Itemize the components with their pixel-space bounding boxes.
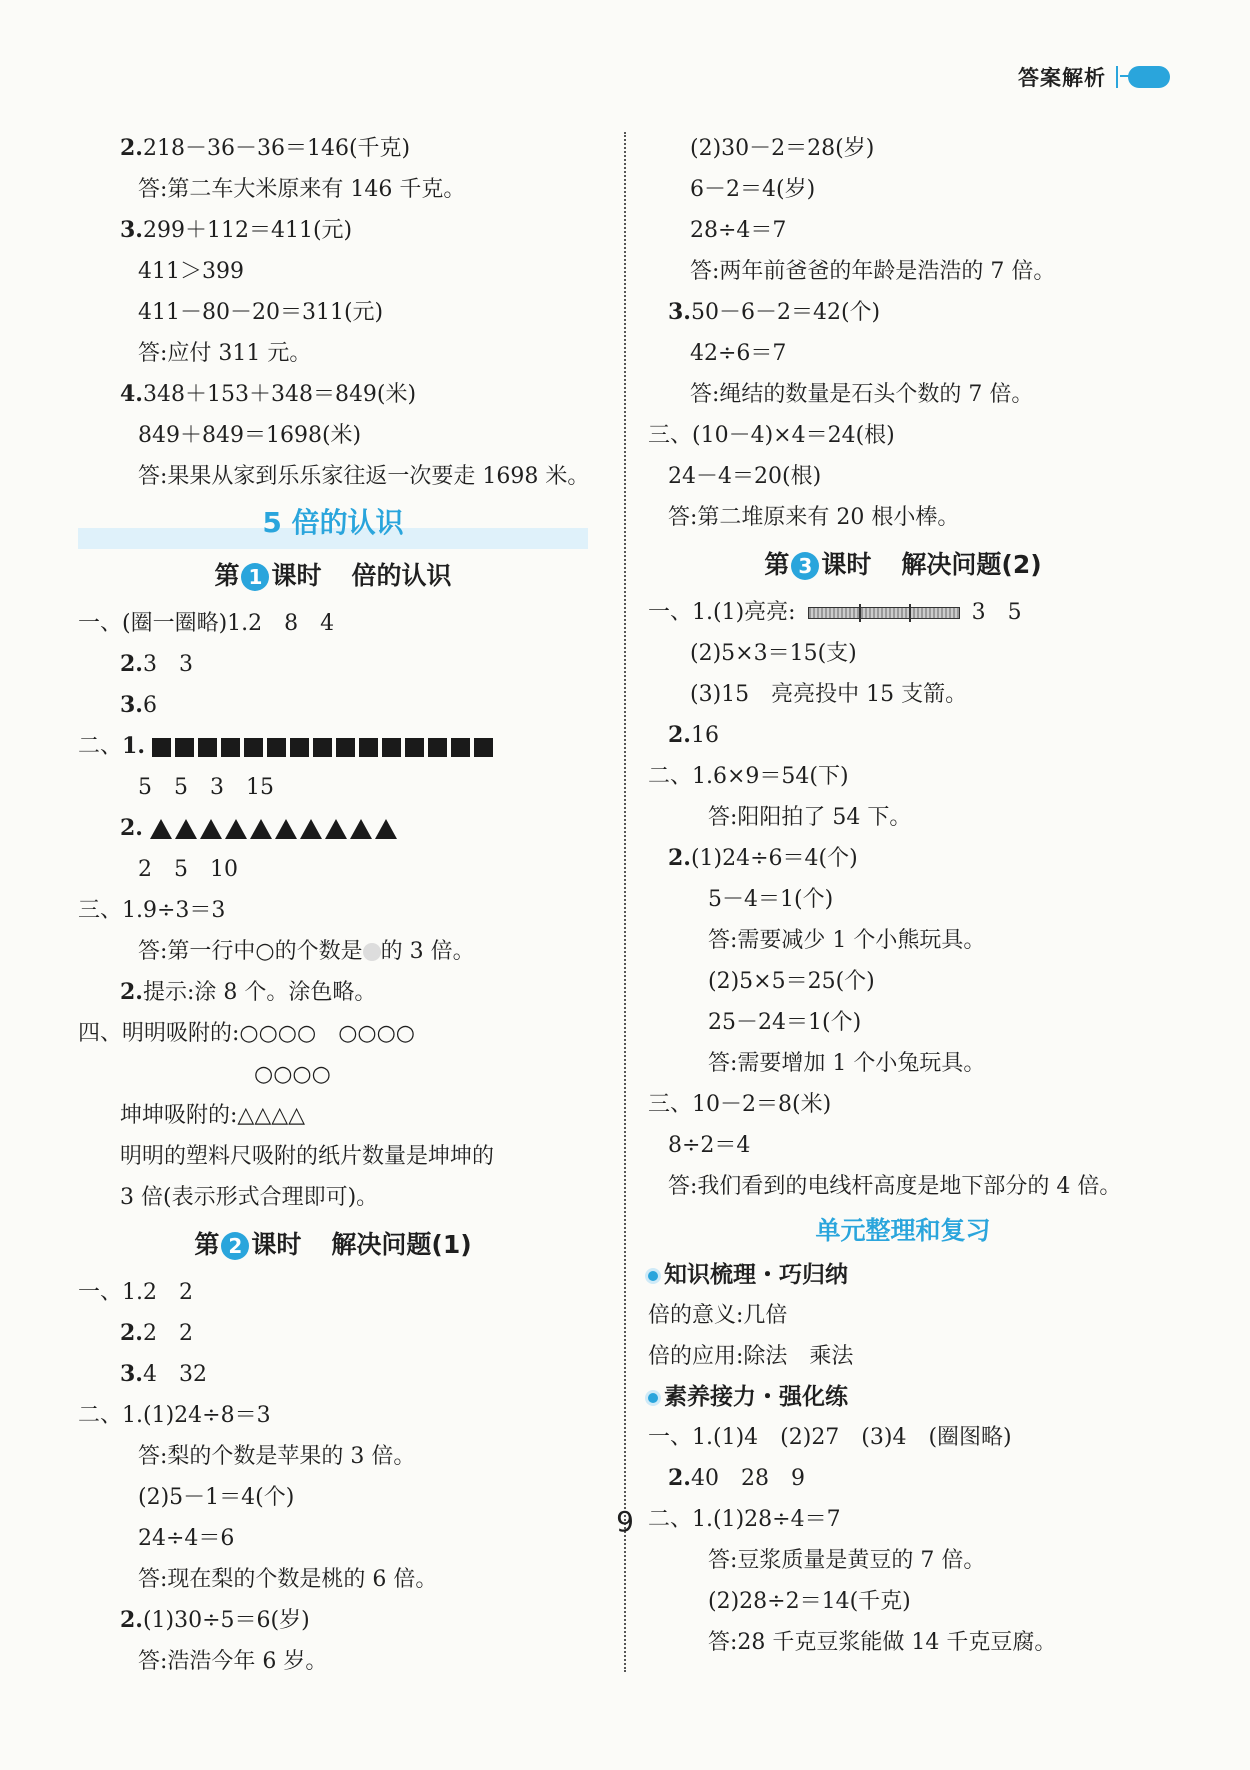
header-divider xyxy=(1116,66,1118,88)
answer-line: 明明的塑料尺吸附的纸片数量是坤坤的 xyxy=(120,1144,495,1169)
answer-line: 3.50－6－2＝42(个) xyxy=(668,299,881,325)
ruler-diagram xyxy=(808,607,960,619)
column-divider xyxy=(624,132,626,1672)
answer-line: 2.提示:涂 8 个。涂色略。 xyxy=(120,979,377,1005)
answer-line: 答:梨的个数是苹果的 3 倍。 xyxy=(138,1444,416,1469)
answer-line: 二、1.(1)24÷8＝3 xyxy=(78,1403,271,1428)
lesson-title: 第 2 课时 解决问题(1) xyxy=(194,1230,472,1259)
answer-line: (3)15 亮亮投中 15 支箭。 xyxy=(690,682,968,707)
answer-line: 答:现在梨的个数是桃的 6 倍。 xyxy=(138,1567,438,1592)
answer-line: 答:需要增加 1 个小兔玩具。 xyxy=(708,1051,986,1076)
answer-line: 一、1.(1)4 (2)27 (3)4 (圈图略) xyxy=(648,1425,1012,1450)
answer-line: 倍的应用:除法 乘法 xyxy=(648,1344,854,1369)
answer-line: 2.218－36－36＝146(千克) xyxy=(120,135,411,161)
answer-line: 5 5 3 15 xyxy=(138,775,274,800)
answer-line: 2.16 xyxy=(668,722,719,748)
answer-line: 25－24＝1(个) xyxy=(708,1010,862,1035)
answer-line: 一、1.2 2 xyxy=(78,1280,193,1305)
answer-line: 3.6 xyxy=(120,692,157,718)
answer-line: 答:两年前爸爸的年龄是浩浩的 7 倍。 xyxy=(690,259,1056,284)
answer-line: (2)5－1＝4(个) xyxy=(138,1485,295,1510)
answer-line: 答:我们看到的电线杆高度是地下部分的 4 倍。 xyxy=(668,1174,1122,1199)
unit-title: 5 倍的认识 xyxy=(78,497,588,549)
lesson-title: 第 3 课时 解决问题(2) xyxy=(764,550,1042,579)
answer-line: 24÷4＝6 xyxy=(138,1526,235,1551)
bullet-dot-icon xyxy=(648,1393,658,1403)
answer-line: 6－2＝4(岁) xyxy=(690,177,816,202)
answer-line: 4.348＋153＋348＝849(米) xyxy=(120,381,417,407)
answer-line: 四、明明吸附的:○○○○ ○○○○ xyxy=(78,1021,415,1046)
answer-line: 411－80－20＝311(元) xyxy=(138,300,384,325)
practice-heading: 素养接力・强化练 xyxy=(648,1377,1158,1417)
answer-line: (2)5×5＝25(个) xyxy=(708,969,875,994)
answer-line: 24－4＝20(根) xyxy=(668,464,822,489)
review-title: 单元整理和复习 xyxy=(815,1216,991,1245)
lesson-number-badge: 1 xyxy=(241,563,269,591)
answer-line: 3.4 32 xyxy=(120,1361,207,1387)
gray-circle-icon xyxy=(363,943,381,961)
answer-line: 2.2 2 xyxy=(120,1320,193,1346)
answer-line: 坤坤吸附的:△△△△ xyxy=(120,1103,306,1128)
header-title: 答案解析 xyxy=(1018,66,1106,90)
answer-line: 一、1.(1)亮亮: 3 5 xyxy=(648,600,1022,625)
answer-line: 2.40 28 9 xyxy=(668,1465,805,1491)
answer-line: 三、10－2＝8(米) xyxy=(648,1092,832,1117)
answer-line: 8÷2＝4 xyxy=(668,1133,751,1158)
answer-line: 答:第二车大米原来有 146 千克。 xyxy=(138,177,466,202)
answer-line: 2.(1)30÷5＝6(岁) xyxy=(120,1607,310,1633)
answer-line: 答:第二堆原来有 20 根小棒。 xyxy=(668,505,960,530)
answer-line: 411＞399 xyxy=(138,259,244,284)
fish-logo-icon xyxy=(1128,66,1170,88)
answer-line: ○○○○ xyxy=(254,1062,331,1087)
answer-line: 答:浩浩今年 6 岁。 xyxy=(138,1649,328,1674)
answer-line: 二、1.(1)28÷4＝7 xyxy=(648,1507,841,1532)
answer-line: 2.3 3 xyxy=(120,651,193,677)
lesson-number-badge: 2 xyxy=(221,1232,249,1260)
left-column xyxy=(78,128,588,1682)
answer-line: 2 5 10 xyxy=(138,857,238,882)
answer-line: 二、1.6×9＝54(下) xyxy=(648,764,849,789)
answer-line: 答:28 千克豆浆能做 14 千克豆腐。 xyxy=(708,1630,1057,1655)
answer-line: 答:第一行中○的个数是 的 3 倍。 xyxy=(138,939,475,964)
answer-line: (2)28÷2＝14(千克) xyxy=(708,1589,911,1614)
answer-line: 答:应付 311 元。 xyxy=(138,341,312,366)
answer-line: 倍的意义:几倍 xyxy=(648,1303,788,1328)
answer-line: 28÷4＝7 xyxy=(690,218,787,243)
answer-line: 2.(1)24÷6＝4(个) xyxy=(668,845,858,871)
triangle-pattern xyxy=(150,819,397,839)
answer-line: 一、(圈一圈略)1.2 8 4 xyxy=(78,611,335,636)
answer-line: 二、1. xyxy=(78,726,588,767)
answer-line: 答:阳阳拍了 54 下。 xyxy=(708,805,912,830)
answer-line: (2)30－2＝28(岁) xyxy=(690,136,875,161)
answer-line: 849＋849＝1698(米) xyxy=(138,423,362,448)
answer-line: (2)5×3＝15(支) xyxy=(690,641,857,666)
answer-line: 答:豆浆质量是黄豆的 7 倍。 xyxy=(708,1548,986,1573)
lesson-number-badge: 3 xyxy=(791,552,819,580)
lesson-title: 第 1 课时 倍的认识 xyxy=(214,561,452,590)
answer-line: 三、1.9÷3＝3 xyxy=(78,898,226,923)
knowledge-heading: 知识梳理・巧归纳 xyxy=(648,1255,1158,1295)
answer-line: 5－4＝1(个) xyxy=(708,887,834,912)
answer-line: 2. xyxy=(78,808,588,849)
answer-line: 3 倍(表示形式合理即可)。 xyxy=(120,1185,379,1210)
answer-line: 答:需要减少 1 个小熊玩具。 xyxy=(708,928,986,953)
square-pattern xyxy=(152,738,493,757)
answer-line: 答:绳结的数量是石头个数的 7 倍。 xyxy=(690,382,1034,407)
right-column xyxy=(648,128,1158,1663)
answer-line: 42÷6＝7 xyxy=(690,341,787,366)
answer-line: 3.299＋112＝411(元) xyxy=(120,217,353,243)
bullet-dot-icon xyxy=(648,1271,658,1281)
page-number: 9 xyxy=(616,1505,634,1538)
answer-line: 三、(10－4)×4＝24(根) xyxy=(648,423,895,448)
page-header xyxy=(1018,62,1170,92)
answer-line: 答:果果从家到乐乐家往返一次要走 1698 米。 xyxy=(138,464,590,489)
